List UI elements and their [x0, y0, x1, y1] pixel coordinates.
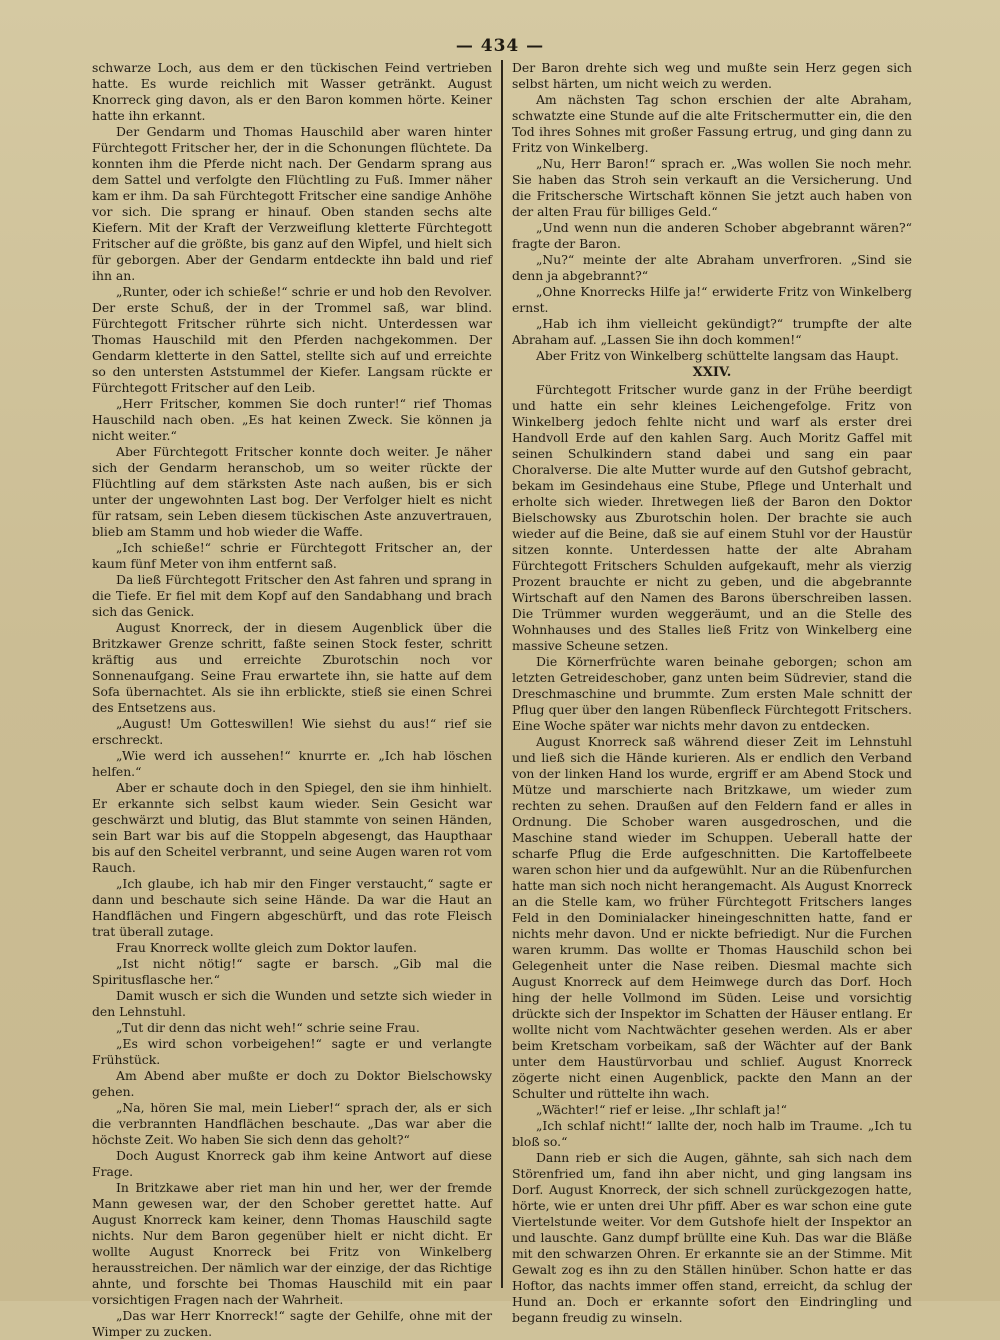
paragraph: Aber Fritz von Winkelberg schüttelte langsam das Haupt. — [535, 348, 899, 363]
paragraph: Doch August Knorreck gab ihm keine Antwort auf diese Frage. — [92, 1148, 493, 1179]
paragraph: „Und wenn nun die anderen Schober abgebrannt wären?“ fragte der Baron. — [511, 220, 912, 251]
chapter-heading: XXIV. — [692, 365, 732, 380]
paragraph: „Ohne Knorrecks Hilfe ja!“ erwiderte Fritz von Winkelberg ernst. — [511, 284, 912, 315]
paragraph: Der Gendarm und Thomas Hauschild aber waren hinter Fürchtegott Fritscher her, der in die Schonungen flüchtete. Da konnten ihm die Pferde nicht nach. Der Gendarm sprang aus dem Sattel und verfolgte den Flüchtling zu Fuß. Immer näher kam er ihm. Da sah Fürchtegott Fritscher eine sandige Anhöhe vor sich. Die sprang er hinauf. Oben standen sechs alte Kiefern. Mit der Kraft der Verzweiflung kletterte Fürchtegott Fritscher auf die größte, bis ganz auf den Wipfel, und hielt sich für geborgen. Aber der Gendarm entdeckte ihn bald und rief ihn an. — [92, 124, 493, 283]
paragraph: „Wächter!“ rief er leise. „Ihr schlaft ja!“ — [535, 1102, 787, 1117]
paragraph: „Tut dir denn das nicht weh!“ schrie seine Frau. — [116, 1020, 420, 1035]
paragraph: „Herr Fritscher, kommen Sie doch runter!“ rief Thomas Hauschild nach oben. „Es hat keinen Zweck. Sie können ja nicht weiter.“ — [92, 396, 493, 443]
paragraph: „August! Um Gotteswillen! Wie siehst du aus!“ rief sie erschreckt. — [92, 716, 493, 747]
paragraph: August Knorreck saß während dieser Zeit im Lehnstuhl und ließ sich die Hände kurieren. Als er endlich den Verband von der linken Hand los wurde, ergriff er am Abend Stock und Mütze und marschierte nach Britzkawe, um wieder zum rechten zu sehen. Draußen auf den Feldern fand er alles in Ordnung. Die Schober waren ausgedroschen, und die Maschine stand wieder im Schuppen. Ueberall hatte der scharfe Pflug die Erde aufgeschnitten. Die Kartoffelbeete waren schon hier und da aufgewühlt. Nur an die Rübenfurchen hatte man sich noch nicht herangemacht. Als August Knorreck an die Stelle kam, wo früher Fürchtegott Fritschers langes Feld in den Dominialacker hineingeschnitten hatte, fand er nichts mehr davon. Und er nickte befriedigt. Nur die Furchen waren krumm. Das wollte er Thomas Hauschild schon bei Gelegenheit unter die Nase reiben. Diesmal machte sich August Knorreck auf dem Heimwege durch das Dorf. Hoch hing der helle Vollmond im Süden. Leise und vorsichtig drückte sich der Inspektor im Schatten der Häuser entlang. Er wollte nicht vom Nachtwächter gesehen werden. Als er aber beim Kretscham vorbeikam, saß der Wächter auf der Bank unter dem Haustürvorbau und schlief. August Knorreck zögerte nicht einen Augenblick, packte den Mann an der Schulter und rüttelte ihn wach. — [511, 734, 912, 1101]
paragraph: „Nu, Herr Baron!“ sprach er. „Was wollen Sie noch mehr. Sie haben das Stroh sein verkauft an die Versicherung. Und die Fritschersche Wirtschaft können Sie jetzt auch haben von der alten Frau für billiges Geld.“ — [511, 156, 912, 219]
column-divider — [501, 60, 503, 1288]
paragraph: Am nächsten Tag schon erschien der alte Abraham, schwatzte eine Stunde auf die alte Fritschermutter ein, die den Tod ihres Sohnes mit großer Fassung ertrug, und ging dann zu Fritz von Winkelberg. — [511, 92, 912, 155]
paragraph: „Ich schlaf nicht!“ lallte der, noch halb im Traume. „Ich tu bloß so.“ — [511, 1118, 912, 1149]
paragraph: Dann rieb er sich die Augen, gähnte, sah sich nach dem Störenfried um, fand ihn aber nicht, und ging langsam ins Dorf. August Knorreck, der sich schnell zurückgezogen hatte, hörte, wie er unten drei Uhr pfiff. Aber es war schon eine gute Viertelstunde weiter. Vor dem Gutshofe hielt der Inspektor an und lauschte. Ganz dumpf brüllte eine Kuh. Das war die Bläße mit den schwarzen Ohren. Er erkannte sie an der Stimme. Mit Gewalt zog es ihn zu den Ställen hinüber. Schon hatte er das Hoftor, das nachts immer offen stand, erreicht, da schlug der Hund an. Doch er erkannte sofort den Eindringling und begann freudig zu winseln. — [511, 1150, 912, 1325]
paragraph: „Ist nicht nötig!“ sagte er barsch. „Gib mal die Spiritusflasche her.“ — [92, 956, 493, 987]
paragraph: Aber Fürchtegott Fritscher konnte doch weiter. Je näher sich der Gendarm heranschob, um so weiter rückte der Flüchtling auf dem stärksten Aste nach außen, bis er sich unter der ungewohnten Last bog. Der Verfolger hielt es nicht für ratsam, sein Leben diesem tückischen Aste anzuvertrauen, blieb am Stamm und hob wieder die Waffe. — [92, 444, 493, 539]
paragraph: „Es wird schon vorbeigehen!“ sagte er und verlangte Frühstück. — [92, 1036, 493, 1067]
paragraph: schwarze Loch, aus dem er den tückischen Feind vertrieben hatte. Es wurde reichlich mit Wasser getränkt. August Knorreck ging davon, als er den Baron kommen hörte. Keiner hatte ihn erkannt. — [92, 60, 493, 123]
right-column — [504, 60, 912, 1325]
paragraph: „Wie werd ich aussehen!“ knurrte er. „Ich hab löschen helfen.“ — [92, 748, 493, 779]
paragraph: Der Baron drehte sich weg und mußte sein Herz gegen sich selbst härten, um nicht weich zu werden. — [511, 60, 912, 91]
paragraph: Frau Knorreck wollte gleich zum Doktor laufen. — [116, 940, 417, 955]
paragraph: Da ließ Fürchtegott Fritscher den Ast fahren und sprang in die Tiefe. Er fiel mit dem Kopf auf den Sandabhang und brach sich das Genick. — [92, 572, 493, 619]
paragraph: In Britzkawe aber riet man hin und her, wer der fremde Mann gewesen war, der den Schober gerettet hatte. Auf August Knorreck kam keiner, denn Thomas Hauschild sagte nichts. Nur dem Baron gegenüber hielt er nicht dicht. Er wollte August Knorreck bei Fritz von Winkelberg herausstreichen. Der nämlich war der einzige, der das Richtige ahnte, und forschte bei Thomas Hauschild mit ein paar vorsichtigen Fragen nach der Wahrheit. — [92, 1180, 493, 1307]
paragraph: Aber er schaute doch in den Spiegel, den sie ihm hinhielt. Er erkannte sich selbst kaum wieder. Sein Gesicht war geschwärzt und blutig, das Blut stammte von seinen Händen, sein Bart war bis auf die Stoppeln abgesengt, das Haupthaar bis auf den Scheitel verbrannt, und seine Augen waren rot vom Rauch. — [92, 780, 493, 875]
paragraph: „Ich glaube, ich hab mir den Finger verstaucht,“ sagte er dann und beschaute sich seine Hände. Da war die Haut an Handflächen und Fingern abgeschürft, und das rote Fleisch trat überall zutage. — [92, 876, 493, 939]
paragraph: „Hab ich ihm vielleicht gekündigt?“ trumpfte der alte Abraham auf. „Lassen Sie ihn doch kommen!“ — [511, 316, 912, 347]
paragraph: Am Abend aber mußte er doch zu Doktor Bielschowsky gehen. — [92, 1068, 493, 1099]
paragraph: Fürchtegott Fritscher wurde ganz in der Frühe beerdigt und hatte ein sehr kleines Leichengefolge. Fritz von Winkelberg jedoch fehlte nicht und warf als erster drei Handvoll Erde auf den kahlen Sarg. Auch Moritz Gaffel mit seinen Schulkindern stand dabei und sang ein paar Choralverse. Die alte Mutter wurde auf den Gutshof gebracht, bekam im Gesindehaus eine Stube, Pflege und Unterhalt und erholte sich wieder. Ihretwegen ließ der Baron den Doktor Bielschowsky aus Zburotschin holen. Der brachte sie auch wieder auf die Beine, daß sie auf einem Stuhl vor der Haustür sitzen konnte. Unterdessen hatte der alte Abraham Fürchtegott Fritschers Schulden aufgekauft, mehr als vierzig Prozent brauchte er nicht zu geben, und die abgebrannte Wirtschaft auf den Namen des Barons überschreiben lassen. Die Trümmer wurden weggeräumt, und an die Stelle des Wohnhauses und des Stalles ließ Fritz von Winkelberg eine massive Scheune setzen. — [511, 382, 912, 653]
paragraph: „Runter, oder ich schieße!“ schrie er und hob den Revolver. Der erste Schuß, der in der Trommel saß, war blind. Fürchtegott Fritscher rührte sich nicht. Unterdessen war Thomas Hauschild mit den Pferden nachgekommen. Der Gendarm kletterte in den Sattel, stellte sich auf und erreichte so den untersten Aststummel der Kiefer. Langsam rückte er Fürchtegott Fritscher auf den Leib. — [92, 284, 493, 395]
paragraph: „Ich schieße!“ schrie er Fürchtegott Fritscher an, der kaum fünf Meter von ihm entfernt saß. — [92, 540, 493, 571]
paragraph: Die Körnerfrüchte waren beinahe geborgen; schon am letzten Getreideschober, ganz unten beim Südrevier, stand die Dreschmaschine und brummte. Zum ersten Male schnitt der Pflug quer über den langen Rübenfleck Fürchtegott Fritschers. Eine Woche später war nichts mehr davon zu entdecken. — [511, 654, 912, 733]
text-columns — [92, 60, 912, 1339]
paragraph: „Na, hören Sie mal, mein Lieber!“ sprach der, als er sich die verbrannten Handflächen beschaute. „Das war aber die höchste Zeit. Wo haben Sie sich denn das geholt?“ — [92, 1100, 493, 1147]
paragraph: Damit wusch er sich die Wunden und setzte sich wieder in den Lehnstuhl. — [92, 988, 493, 1019]
left-column — [92, 60, 500, 1339]
paragraph: August Knorreck, der in diesem Augenblick über die Britzkawer Grenze schritt, faßte seinen Stock fester, schritt kräftig aus und erreichte Zburotschin noch vor Sonnenaufgang. Seine Frau erwartete ihn, sie hatte auf dem Sofa übernachtet. Als sie ihn erblickte, stieß sie einen Schrei des Entsetzens aus. — [92, 620, 493, 715]
paragraph: „Nu?“ meinte der alte Abraham unverfroren. „Sind sie denn ja abgebrannt?“ — [511, 252, 912, 283]
page-number: — 434 — — [455, 36, 545, 56]
paragraph: „Das war Herr Knorreck!“ sagte der Gehilfe, ohne mit der Wimper zu zucken. — [92, 1308, 493, 1339]
